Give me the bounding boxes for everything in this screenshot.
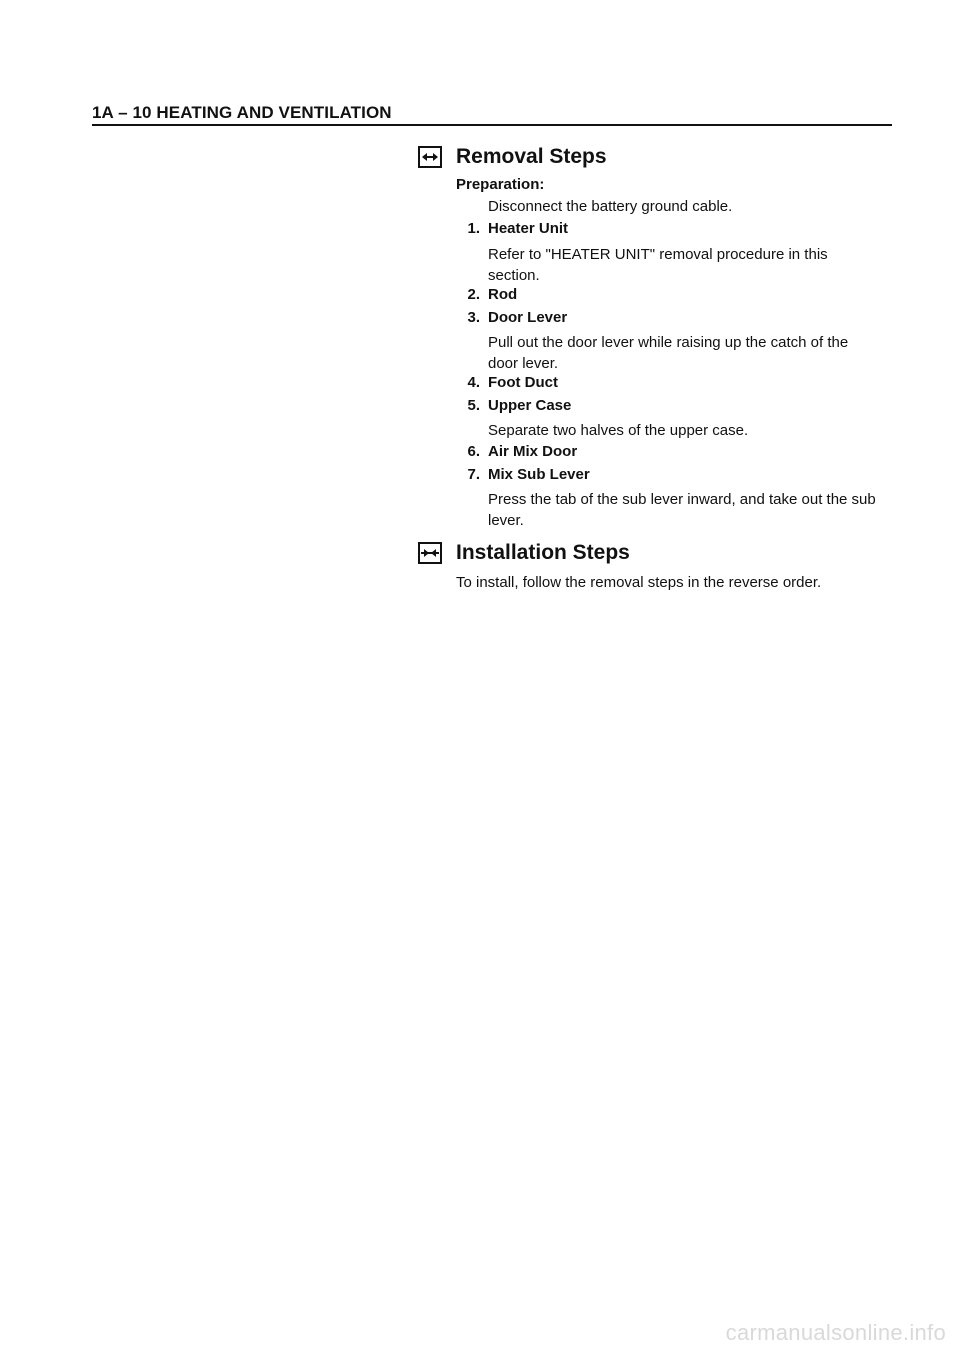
step-note: Pull out the door lever while raising up the catch of the door lever. — [488, 334, 849, 372]
step-note: Press the tab of the sub lever inward, and take out the sub lever. — [488, 491, 876, 529]
watermark: carmanualsonline.info — [725, 1320, 946, 1345]
step-number: 3. — [467, 309, 480, 326]
preparation-label: Preparation: — [456, 176, 545, 193]
page-header: 1A – 10 HEATING AND VENTILATION — [92, 103, 392, 122]
step-label: Mix Sub Lever — [488, 466, 590, 483]
preparation-text: Disconnect the battery ground cable. — [488, 198, 733, 215]
header-rule — [92, 124, 892, 126]
step-label: Foot Duct — [488, 374, 558, 391]
step-label: Air Mix Door — [488, 443, 578, 460]
step-number: 7. — [467, 466, 480, 483]
step-label: Door Lever — [488, 309, 568, 326]
installation-arrows-icon — [418, 542, 442, 564]
step-note: Separate two halves of the upper case. — [488, 422, 749, 439]
step-number: 6. — [467, 443, 480, 460]
step-label: Upper Case — [488, 397, 572, 414]
step-number: 5. — [467, 397, 480, 414]
step-number: 4. — [467, 374, 480, 391]
removal-arrows-icon — [418, 146, 442, 168]
step-number: 2. — [467, 286, 480, 303]
removal-title: Removal Steps — [456, 145, 607, 168]
installation-text: To install, follow the removal steps in the reverse order. — [456, 574, 822, 591]
step-number: 1. — [467, 220, 480, 237]
step-note: Refer to "HEATER UNIT" removal procedure in this section. — [488, 246, 828, 284]
step-label: Heater Unit — [488, 220, 569, 237]
step-label: Rod — [488, 286, 518, 303]
installation-title: Installation Steps — [456, 541, 630, 564]
